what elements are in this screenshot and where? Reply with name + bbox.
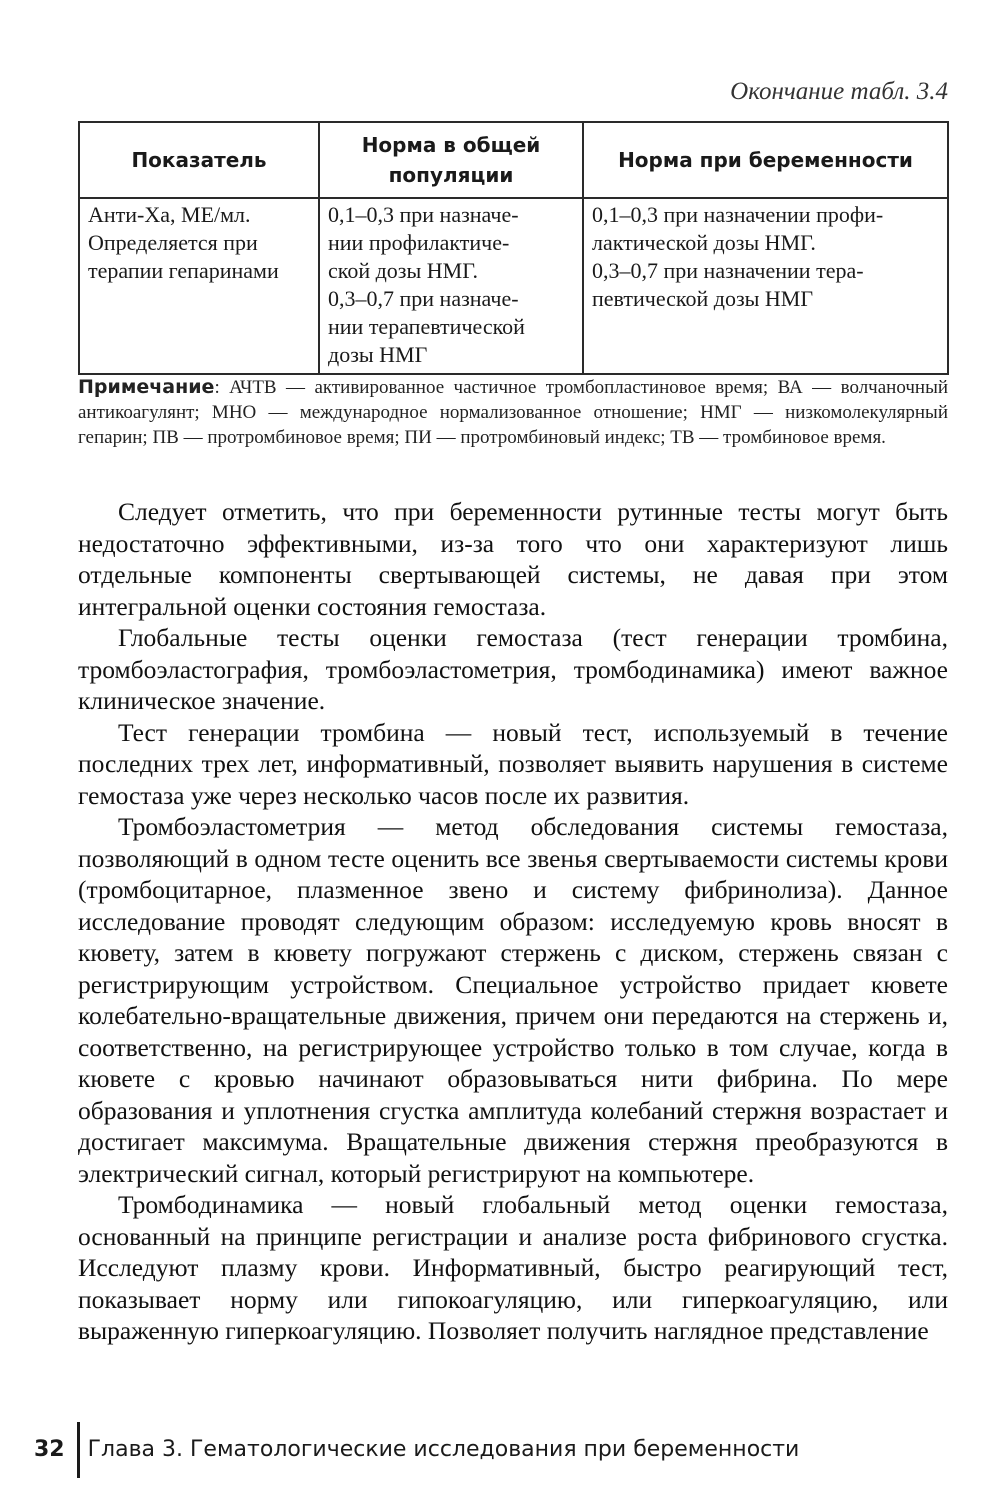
cell-pregnancy-norm <box>583 198 948 374</box>
note-text: : АЧТВ — активированное частичное тромбопластиновое время; ВА — волчаночный антикоагулянт; МНО — международное нормализованное отношение; НМГ — низкомолекулярный гепарин; ПВ — протромбиновое время; ПИ — протромбиновый индекс; ТВ — тромбиновое время. <box>78 377 948 448</box>
cell-line: ской дозы НМГ. <box>328 258 478 283</box>
cell-line: нии терапевтической <box>328 314 525 339</box>
cell-indicator <box>79 198 319 374</box>
footer-divider <box>77 1422 80 1478</box>
paragraph: Тест генерации тромбина — новый тест, используемый в течение последних трех лет, информативный, позволяет выявить нарушения в системе гемостаза уже через несколько часов после их развития. <box>78 717 948 810</box>
paragraph: Глобальные тесты оценки гемостаза (тест генерации тромбина, тромбоэластография, тромбоэластометрия, тромбодинамика) имеют важное клиническое значение. <box>78 623 948 715</box>
page-number: 32 <box>34 1437 65 1462</box>
note-label: Примечание <box>78 376 215 398</box>
main-text <box>78 496 948 1347</box>
table-note <box>78 375 948 450</box>
table-header-row <box>79 122 948 198</box>
cell-line: нии профилактиче- <box>328 230 510 255</box>
cell-line: терапии гепаринами <box>88 258 279 283</box>
cell-line: Анти-Ха, МЕ/мл. <box>88 202 251 227</box>
paragraph: Тромбодинамика — новый глобальный метод оценки гемостаза, основанный на принципе регистрации и анализе роста фибринового сгустка. Исследуют плазму крови. Информативный, быстро реагирующий тест, показывает норму или гипокоагуляцию, или гиперкоагуляцию, или выраженную гиперкоагуляцию. Позволяет получить наглядное представление <box>78 1190 948 1345</box>
table-row <box>79 198 948 374</box>
cell-line: 0,3–0,7 при назначе- <box>328 286 519 311</box>
cell-line: лактической дозы НМГ. <box>592 230 816 255</box>
cell-line: певтической дозы НМГ <box>592 286 814 311</box>
paragraph: Тромбоэластометрия — метод обследования системы гемостаза, позволяющий в одном тесте оценить все звенья свертываемости системы крови (тромбоцитарное, плазменное звено и систему фибринолиза). Данное исследование проводят следующим образом: исследуемую кровь вносят в кювету, затем в кювету погружают стержень с диском, стержень связан с регистрирующим устройством. Специальное устройство придает кювете колебательно-вращательные движения, причем они передаются на стержень и, соответственно, на регистрирующее устройство только в том случае, когда в кювете с кровью начинают образовываться нити фибрина. По мере образования и уплотнения сгустка амплитуда колебаний стержня возрастает и достигает максимума. Вращательные движения стержня преобразуются в электрический сигнал, который регистрируют на компьютере. <box>78 812 948 1188</box>
cell-line: 0,1–0,3 при назначе- <box>328 202 519 227</box>
cell-line: 0,1–0,3 при назначении профи- <box>592 202 884 227</box>
header-pregnancy-norm: Норма при беременности <box>583 122 948 198</box>
cell-line: дозы НМГ <box>328 342 428 367</box>
chapter-title: Глава 3. Гематологические исследования при беременности <box>87 1437 800 1462</box>
page-footer <box>34 1422 799 1482</box>
cell-line: Определяется при <box>88 230 258 255</box>
coagulation-table <box>78 121 949 375</box>
cell-line: 0,3–0,7 при назначении тера- <box>592 258 864 283</box>
header-general-norm: Норма в общей популяции <box>319 122 583 198</box>
paragraph: Следует отметить, что при беременности рутинные тесты могут быть недостаточно эффективными, из-за того что они характеризуют лишь отдельные компоненты свертывающей системы, не давая при этом интегральной оценки состояния гемостаза. <box>78 497 948 621</box>
header-indicator: Показатель <box>79 122 319 198</box>
cell-general-norm <box>319 198 583 374</box>
table-continuation-label: Окончание табл. 3.4 <box>730 78 948 105</box>
